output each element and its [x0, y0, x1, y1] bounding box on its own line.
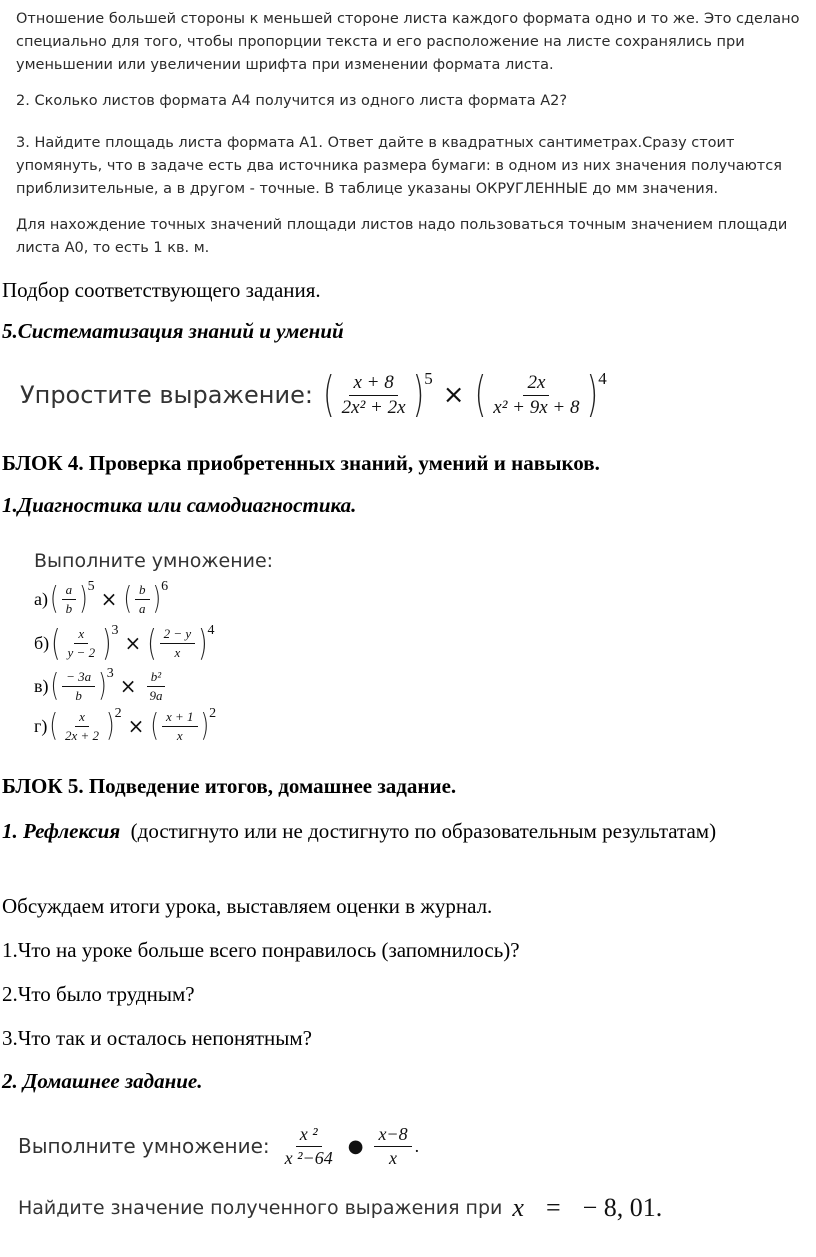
times-sign: × — [100, 587, 118, 611]
simplify-expression — [20, 362, 607, 428]
fraction-numerator: x — [75, 709, 89, 727]
fraction-1 — [338, 372, 410, 419]
fraction-numerator: x−8 — [374, 1124, 411, 1147]
power-2: 4 — [598, 369, 607, 388]
multiply-exercise — [34, 550, 273, 746]
fraction-denominator: b — [65, 600, 73, 616]
block4-heading: БЛОК 4. Проверка приобретенных знаний, умений и навыков. — [2, 451, 600, 475]
right-paren: ) — [412, 367, 425, 423]
reflection-description: (достигнуто или не достигнуто по образовательным результатам) — [120, 819, 717, 843]
fraction-numerator: a — [62, 582, 77, 600]
times-sign: × — [442, 380, 465, 410]
fraction-1-denominator: 2x² + 2x — [341, 396, 406, 418]
fraction-denominator: y − 2 — [67, 644, 96, 660]
left-paren: ( — [474, 367, 487, 423]
question-1: 1.Что на уроке больше всего понравилось (запомнилось)? — [2, 938, 520, 962]
power: 4 — [207, 623, 215, 638]
note-exact-area: Для нахождение точных значений площади листов надо пользоваться точным значением площади листа А0, то есть 1 кв. м. — [16, 217, 788, 256]
reflection-paragraph — [2, 817, 792, 846]
question-2: 2.Что было трудным? — [2, 982, 195, 1006]
exercise-a: а) ( $\frac{a}{b}$ ) $^5$ × ( $\frac{b}{a}$ ) $^6$ — [34, 579, 169, 617]
block5-heading: БЛОК 5. Подведение итогов, домашнее задание. — [2, 774, 457, 798]
right-paren: ) — [586, 367, 599, 423]
fraction-denominator: b — [75, 687, 82, 703]
power: 6 — [161, 579, 169, 594]
exercise-b: б) ( $\frac{x}{y - 2}$ ) $^3$ × ( $\frac{2 - y}{x}$ ) $^4$ — [34, 622, 215, 664]
fraction-2-denominator: x² + 9x + 8 — [493, 396, 580, 418]
fraction-numerator: b² — [147, 669, 165, 687]
fraction-numerator: b — [135, 582, 150, 600]
power: 2 — [209, 706, 217, 721]
fraction-denominator: 9a — [149, 687, 163, 703]
question-a4-sheets: 2. Сколько листов формата А4 получится из одного листа формата А2? — [16, 93, 568, 109]
fraction-numerator: 2 − y — [160, 626, 196, 644]
x-value: − 8, 01. — [582, 1193, 663, 1222]
fraction-numerator: x + 1 — [162, 709, 198, 727]
variable-x: x — [512, 1193, 524, 1222]
fraction-denominator: x — [389, 1147, 397, 1168]
homework-multiply — [18, 1118, 419, 1174]
times-sign: × — [127, 714, 145, 738]
multiply-dot: ● — [347, 1135, 364, 1157]
fraction-2 — [489, 372, 583, 419]
power: 3 — [106, 666, 114, 681]
simplify-label: Упростите выражение: — [20, 381, 313, 409]
diagnostics-heading: 1.Диагностика или самодиагностика. — [2, 493, 357, 517]
homework-multiply-label: Выполните умножение: — [18, 1134, 270, 1158]
power-1: 5 — [424, 369, 433, 388]
fraction-denominator: x — [174, 644, 181, 660]
exercise-v: в) ( $\frac{- 3a}{b}$ ) $^3$ × $\frac{\text{b²}}{9a}$ — [34, 666, 273, 706]
fraction-denominator: x ²−64 — [284, 1147, 333, 1168]
reflection-title: 1. Рефлексия — [2, 819, 121, 843]
times-sign: × — [119, 674, 137, 698]
question-a1-area: 3. Найдите площадь листа формата А1. Ответ дайте в квадратных сантиметрах.Сразу стоит упомянуть, что в задаче есть два источника размера бумаги: в одном из них значения получаются приблизительные, а в другом - точные. В таблице указаны ОКРУГЛЕННЫЕ до мм значения. — [16, 135, 782, 197]
exercise-a-label: а) — [34, 588, 48, 609]
left-paren: ( — [322, 367, 335, 423]
fraction-numerator: x — [74, 626, 88, 644]
fraction-denominator: 2x + 2 — [64, 727, 100, 743]
multiply-label: Выполните умножение: — [34, 550, 274, 572]
fraction-numerator: − 3a — [62, 669, 95, 687]
fraction-numerator: x ² — [296, 1124, 322, 1147]
exercise-b-label: б) — [34, 632, 50, 653]
power: 2 — [114, 706, 122, 721]
times-sign: × — [124, 631, 142, 655]
power: 3 — [111, 623, 119, 638]
discuss-text: Обсуждаем итоги урока, выставляем оценки в журнал. — [2, 894, 493, 918]
paragraph-format-ratio: Отношение большей стороны к меньшей стороне листа каждого формата одно и то же. Это сделано специально для того, чтобы пропорции текста и его расположение на листе сохранялись при уменьшении или увеличении шрифта при изменении формата листа. — [16, 11, 800, 73]
fraction-denominator: x — [176, 727, 183, 743]
homework-find-value — [18, 1190, 662, 1226]
fraction-denominator: a — [139, 600, 146, 616]
question-3: 3.Что так и осталось непонятным? — [2, 1026, 313, 1050]
power: 5 — [87, 579, 95, 594]
exercise-v-label: в) — [34, 675, 49, 696]
period: . — [414, 1135, 420, 1156]
find-value-label: Найдите значение полученного выражения при — [18, 1197, 503, 1219]
section5-heading: 5.Систематизация знаний и умений — [2, 319, 344, 343]
task-selection-text: Подбор соответствующего задания. — [2, 278, 321, 302]
exercise-g-label: г) — [34, 715, 48, 736]
fraction-2-numerator: 2x — [523, 372, 549, 396]
exercise-g: г) ( $\frac{x}{2x + 2}$ ) $^2$ × ( $\frac{x + 1}{x}$ ) $^2$ — [34, 706, 217, 744]
homework-heading: 2. Домашнее задание. — [2, 1069, 203, 1093]
simplify-formula — [322, 367, 607, 423]
fraction-1-numerator: x + 8 — [349, 372, 397, 396]
equals-sign: = — [545, 1193, 561, 1222]
